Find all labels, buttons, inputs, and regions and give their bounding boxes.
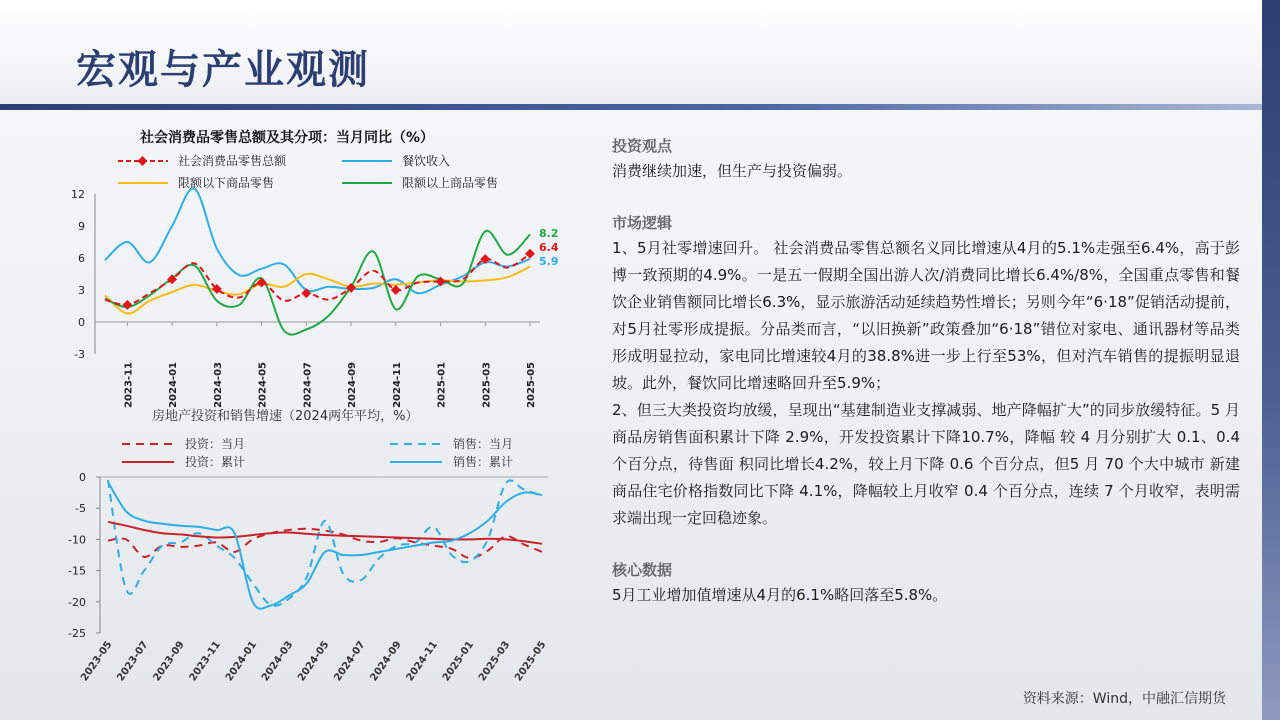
retail-chart-title: 社会消费品零售总额及其分项：当月同比（%） [140, 130, 435, 146]
source-note: 资料来源：Wind，中融汇信期货 [1022, 691, 1226, 707]
section-market-logic [612, 211, 1240, 532]
data-point [391, 285, 401, 295]
x-tick-label: 2024-09 [368, 639, 404, 684]
legend-label: 销售：当月 [453, 437, 514, 451]
x-tick-label: 2023-11 [187, 639, 223, 684]
x-tick-label: 2023-07 [115, 639, 151, 684]
end-value-label: 8.2 [539, 227, 559, 240]
x-tick-label: 2024-05 [257, 362, 269, 408]
legend-label: 投资：累计 [185, 455, 246, 469]
x-tick-label: 2023-05 [79, 639, 115, 684]
section-heading: 市场逻辑 [612, 214, 673, 232]
y-tick-label: 0 [78, 316, 85, 329]
y-tick-label: -20 [68, 595, 86, 609]
x-tick-label: 2025-01 [436, 362, 448, 408]
x-tick-label: 2023-09 [151, 639, 187, 684]
x-tick-label: 2024-01 [168, 362, 180, 408]
data-point [301, 288, 311, 298]
x-tick-label: 2025-05 [526, 362, 537, 408]
legend-label: 餐饮收入 [402, 154, 451, 168]
section-heading: 投资观点 [612, 137, 673, 155]
y-tick-label: -5 [75, 502, 86, 516]
x-tick-label: 2024-11 [404, 639, 440, 684]
section-paragraph: 2、但三大类投资均放缓，呈现出“基建制造业支撑减弱、地产降幅扩大”的同步放缓特征。5 月商品房销售面积累计下降 2.9%，开发投资累计下降10.7%，降幅 较 4 月分别扩大 0.1、0.4 个百分点，待售面 积同比增长4.2%，较上月下降 0.6 个百分点，但5 月 70 个大中城市 新建商品住宅价格指数同比下降 4.1%，降幅较上月收窄 0.4 个百分点，连续 7 个月收窄，表明需求端出现一定回稳迹象。 [612, 401, 1240, 527]
legend-marker [138, 156, 148, 166]
end-value-label: 5.9 [539, 255, 559, 268]
x-tick-label: 2024-01 [223, 639, 260, 684]
legend-label: 社会消费品零售总额 [178, 154, 287, 168]
x-tick-label: 2025-05 [513, 639, 549, 684]
section-heading: 核心数据 [612, 561, 673, 579]
y-tick-label: 6 [78, 252, 85, 265]
y-tick-label: -10 [68, 533, 86, 547]
y-tick-label: 12 [71, 188, 85, 201]
x-tick-label: 2024-03 [259, 639, 296, 684]
series-line [108, 480, 542, 606]
x-tick-label: 2024-07 [302, 362, 314, 408]
y-tick-label: 3 [78, 284, 85, 297]
page-title: 宏观与产业观测 [76, 46, 370, 93]
x-tick-label: 2023-11 [123, 362, 135, 408]
x-tick-label: 2025-03 [481, 362, 493, 408]
section-paragraph: 5月工业增加值增速从4月的6.1%略回落至5.8%。 [612, 586, 948, 604]
y-tick-label: -15 [68, 564, 86, 578]
legend-label: 限额以上商品零售 [402, 176, 499, 190]
section-core-data [612, 558, 1240, 609]
x-tick-label: 2024-05 [296, 639, 332, 684]
y-tick-label: -25 [68, 627, 86, 640]
x-tick-label: 2024-03 [212, 362, 224, 408]
legend-label: 销售：累计 [453, 455, 514, 469]
x-tick-label: 2025-01 [440, 639, 477, 684]
realestate-chart-title: 房地产投资和销售增速（2024两年平均，%） [152, 409, 419, 424]
section-investment-view [612, 134, 1240, 185]
y-tick-label: 0 [79, 471, 86, 484]
legend-label: 投资：当月 [185, 437, 246, 451]
section-paragraph: 消费继续加速，但生产与投资偏弱。 [612, 162, 853, 180]
x-tick-label: 2024-11 [391, 362, 403, 408]
y-tick-label: -3 [74, 348, 85, 361]
data-point [122, 300, 132, 310]
y-tick-label: 9 [78, 220, 85, 233]
commentary-panel [612, 134, 1240, 609]
x-tick-label: 2025-03 [476, 639, 513, 684]
end-value-label: 6.4 [539, 241, 559, 254]
section-paragraph: 1、5月社零增速回升。 社会消费品零售总额名义同比增速从4月的5.1%走强至6.4%，高于彭博一致预期的4.9%。一是五一假期全国出游人次/消费同比增长6.4%/8%，全国重点零售和餐饮企业销售额同比增长6.3%，显示旅游活动延续趋势性增长；另则今年“6·18”促销活动提前，对5月社零形成提振。分品类而言，“以旧换新”政策叠加“6·18”错位对家电、通讯器材等品类形成明显拉动，家电同比增速较4月的38.8%进一步上行至53%，但对汽车销售的提振明显退坡。此外，餐饮同比增速略回升至5.9%； [612, 239, 1240, 392]
x-tick-label: 2024-07 [332, 639, 368, 684]
x-tick-label: 2024-09 [347, 362, 359, 408]
legend-label: 限额以下商品零售 [178, 176, 275, 190]
